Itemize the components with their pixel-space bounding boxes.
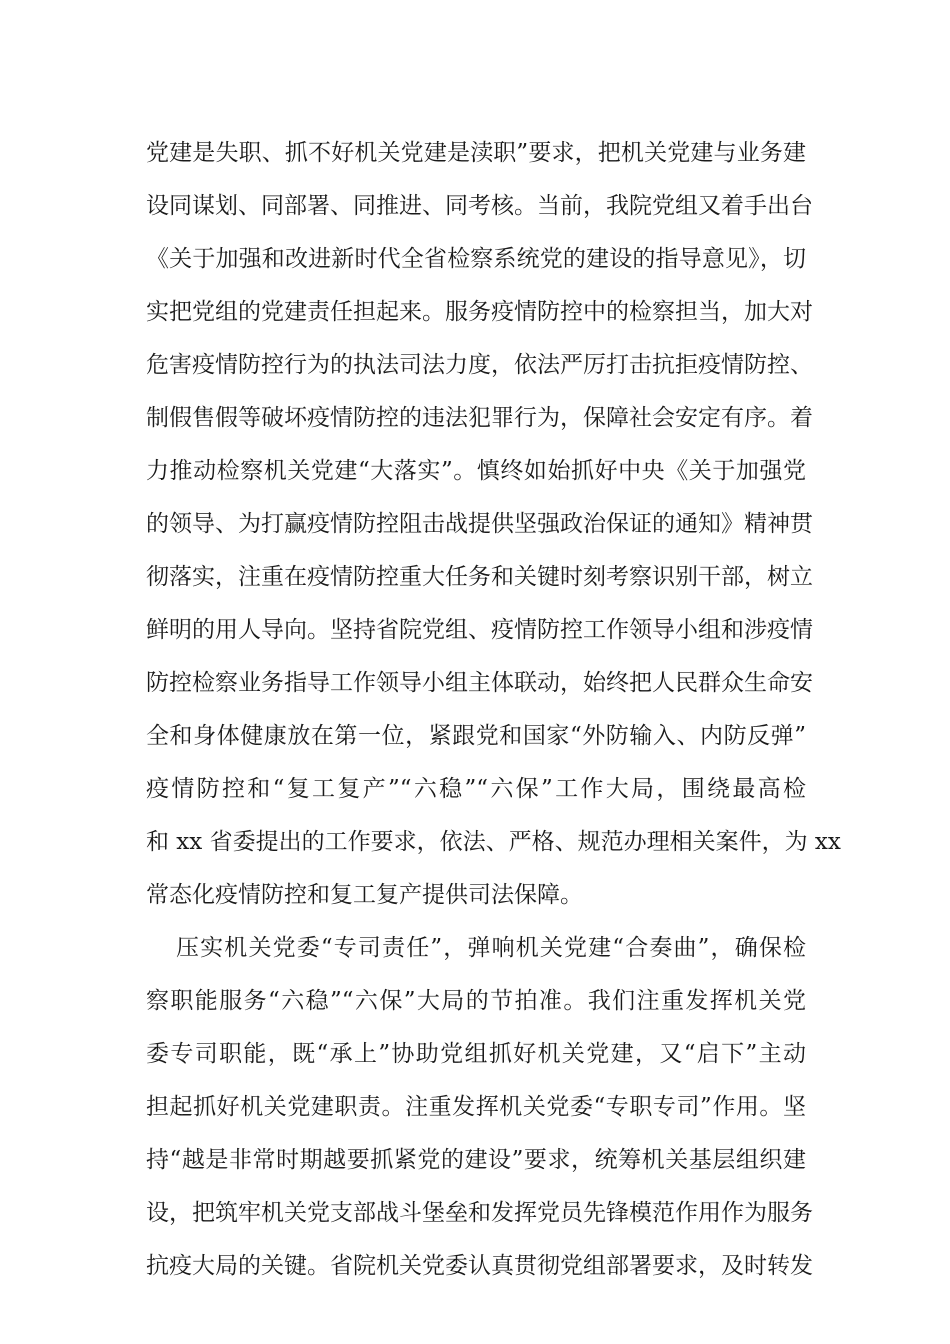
text-line: 《关于加强和改进新时代全省检察系统党的建设的指导意见》，切 (146, 246, 806, 272)
text-line: 全和身体健康放在第一位，紧跟党和国家“外防输入、内防反弹” (146, 723, 806, 749)
text-line: 危害疫情防控行为的执法司法力度，依法严厉打击抗拒疫情防控、 (146, 352, 813, 378)
text-line: 持“越是非常时期越要抓紧党的建设”要求，统筹机关基层组织建 (146, 1147, 806, 1173)
text-line: 设，把筑牢机关党支部战斗堡垒和发挥党员先锋模范作用作为服务 (146, 1200, 813, 1226)
text-line: 疫情防控和“复工复产”“六稳”“六保”工作大局，围绕最高检 (146, 776, 806, 802)
text-line: 常态化疫情防控和复工复产提供司法保障。 (146, 882, 583, 908)
body-text (146, 127, 841, 1293)
text-line: 委专司职能，既“承上”协助党组抓好机关党建，又“启下”主动 (146, 1041, 806, 1067)
text-line: 设同谋划、同部署、同推进、同考核。当前，我院党组又着手出台 (146, 193, 813, 219)
text-line: 实把党组的党建责任担起来。服务疫情防控中的检察担当，加大对 (146, 299, 813, 325)
text-line: 的领导、为打赢疫情防控阻击战提供坚强政治保证的通知》精神贯 (146, 511, 813, 537)
paragraph-first-line: 压实机关党委“专司责任”，弹响机关党建“合奏曲”，确保检 (176, 935, 806, 961)
text-line: 和 xx 省委提出的工作要求，依法、严格、规范办理相关案件，为 xx (146, 829, 841, 855)
text-line: 彻落实，注重在疫情防控重大任务和关键时刻考察识别干部，树立 (146, 564, 813, 590)
text-line: 抗疫大局的关键。省院机关党委认真贯彻党组部署要求，及时转发 (146, 1253, 813, 1279)
text-line: 防控检察业务指导工作领导小组主体联动，始终把人民群众生命安 (146, 670, 813, 696)
text-line: 担起抓好机关党建职责。注重发挥机关党委“专职专司”作用。坚 (146, 1094, 806, 1120)
text-line: 鲜明的用人导向。坚持省院党组、疫情防控工作领导小组和涉疫情 (146, 617, 813, 643)
text-line: 制假售假等破坏疫情防控的违法犯罪行为，保障社会安定有序。着 (146, 405, 813, 431)
text-line: 力推动检察机关党建“大落实”。慎终如始抓好中央《关于加强党 (146, 458, 806, 484)
text-line: 察职能服务“六稳”“六保”大局的节拍准。我们注重发挥机关党 (146, 988, 806, 1014)
text-line: 党建是失职、抓不好机关党建是渎职”要求，把机关党建与业务建 (146, 140, 806, 166)
